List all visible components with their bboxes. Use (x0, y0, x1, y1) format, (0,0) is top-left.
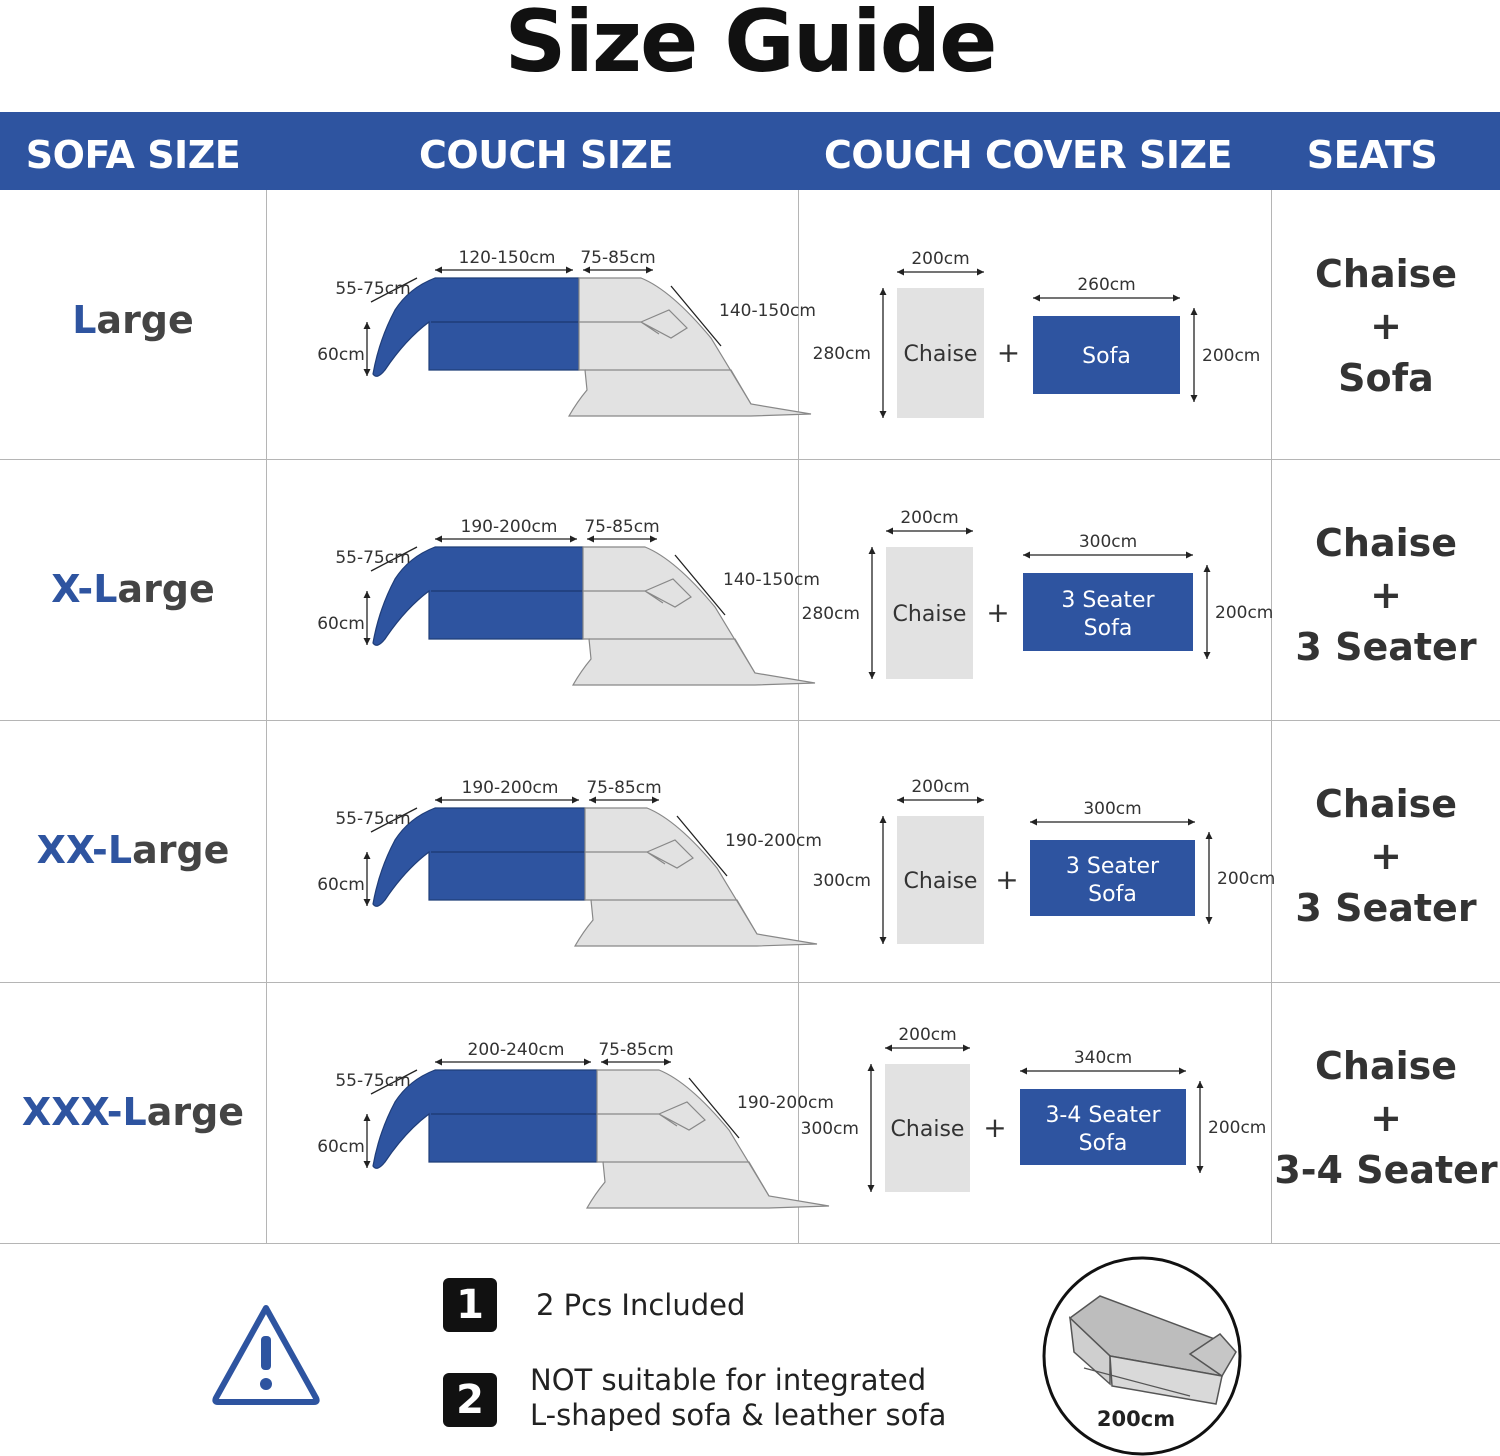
sofa-cover-label-2: Sofa (1083, 616, 1133, 641)
sofa-cover-width-label: 260cm (1077, 275, 1136, 295)
seats-cell (1272, 517, 1500, 673)
seats-plus: + (1370, 1096, 1402, 1140)
seats-line: 3-4 Seater (1274, 1148, 1498, 1192)
chaise-cover-width-label: 200cm (898, 1025, 957, 1045)
chaise-cover-shape (573, 547, 815, 685)
warning-icon (210, 1302, 322, 1406)
dim-depth-label: 75-85cm (598, 1040, 674, 1060)
cover-diagram (799, 982, 1271, 1242)
dim-chaise-label: 140-150cm (723, 570, 820, 590)
cover-diagram (799, 190, 1271, 450)
chaise-cover-height-label: 280cm (801, 604, 860, 624)
chaise-cover-shape (569, 278, 811, 416)
seats-line: Sofa (1338, 356, 1434, 400)
page-title: Size Guide (504, 0, 996, 92)
chaise-cover-shape (575, 808, 817, 946)
size-row (0, 459, 1500, 719)
dim-height-label: 60cm (317, 345, 365, 365)
dim-chaise-label: 190-200cm (725, 831, 822, 851)
size-rest: arge (146, 1090, 245, 1134)
chaise-cover-width-label: 200cm (911, 777, 970, 797)
size-initial: L (122, 1090, 147, 1134)
size-label (0, 298, 266, 342)
size-initial: L (93, 567, 118, 611)
size-row (0, 720, 1500, 980)
dim-chaise-label: 190-200cm (737, 1093, 834, 1113)
dim-width-label: 190-200cm (460, 517, 558, 537)
note-text-2-line2: L-shaped sofa & leather sofa (530, 1398, 947, 1432)
header-cover-size: COUCH COVER SIZE (823, 133, 1232, 177)
seats-line: Chaise (1315, 782, 1457, 826)
chaise-cover-label: Chaise (892, 602, 967, 627)
header-couch-size: COUCH SIZE (419, 133, 673, 177)
size-prefix: XX- (36, 828, 108, 872)
size-label (0, 828, 266, 872)
note-number-2: 2 (443, 1373, 497, 1427)
sofa-cover-height-label: 200cm (1208, 1118, 1267, 1138)
dim-chaise-label: 140-150cm (719, 301, 816, 321)
size-rest: arge (132, 828, 230, 872)
plus-sign: + (996, 336, 1021, 369)
table-header (0, 112, 1500, 190)
size-prefix: XXX- (21, 1090, 123, 1134)
sofa-cover-label-2: Sofa (1088, 882, 1137, 907)
chaise-cover-label: Chaise (890, 1117, 965, 1142)
chaise-cover-width-label: 200cm (911, 249, 970, 269)
seats-cell (1272, 248, 1500, 404)
dim-depth-label: 75-85cm (584, 517, 660, 537)
sofa-cover-height-label: 200cm (1217, 869, 1276, 889)
sofa-cover-width-label: 300cm (1083, 799, 1142, 819)
sofa-cover-label: 3 Seater (1061, 588, 1155, 613)
seats-line: Chaise (1315, 521, 1457, 565)
size-rest: arge (117, 567, 215, 611)
seats-line: Chaise (1315, 1044, 1457, 1088)
dim-depth-label: 75-85cm (580, 248, 656, 268)
note-text-1: 2 Pcs Included (536, 1288, 746, 1322)
chaise-cover-height-label: 300cm (800, 1119, 859, 1139)
cover-diagram (799, 459, 1274, 719)
chaise-cover-height-label: 300cm (812, 871, 871, 891)
dim-height-label: 60cm (317, 1137, 365, 1157)
sofa-cover-label-2: Sofa (1078, 1131, 1128, 1156)
chaise-cover-width-label: 200cm (900, 508, 959, 528)
circle-label: 200cm (1096, 1407, 1176, 1431)
note-text-2-line1: NOT suitable for integrated (530, 1363, 927, 1397)
size-label (0, 1090, 266, 1134)
dim-depth-label: 75-85cm (586, 778, 662, 798)
couch-diagram (267, 459, 820, 719)
size-row (0, 190, 1500, 450)
seats-line: 3 Seater (1295, 625, 1477, 669)
dim-height-label: 60cm (317, 614, 365, 634)
chaise-cover-label: Chaise (903, 342, 978, 367)
size-prefix: X- (51, 567, 94, 611)
seats-plus: + (1370, 304, 1402, 348)
dim-width-label: 200-240cm (467, 1040, 565, 1060)
chaise-cover-shape (587, 1070, 829, 1208)
plus-sign: + (983, 1111, 1007, 1144)
footer-notes (0, 1244, 1500, 1454)
note-number-1: 1 (443, 1278, 497, 1332)
size-initial: L (72, 298, 97, 342)
seats-cell (1272, 1040, 1500, 1196)
chaise-cover-height-label: 280cm (812, 344, 871, 364)
size-initial: L (107, 828, 133, 872)
sofa-cover-width-label: 340cm (1073, 1048, 1133, 1068)
dim-arm-label: 55-75cm (335, 279, 411, 299)
cover-diagram (799, 720, 1276, 980)
sofa-cover-width-label: 300cm (1078, 532, 1138, 552)
seats-line: 3 Seater (1295, 886, 1477, 930)
size-label (0, 567, 266, 611)
dim-arm-label: 55-75cm (335, 1071, 411, 1091)
seats-plus: + (1370, 834, 1402, 878)
dim-width-label: 120-150cm (458, 248, 556, 268)
sofa-cover-label: 3 Seater (1065, 854, 1160, 879)
seats-cell (1272, 778, 1500, 934)
sofa-cover-label: Sofa (1082, 344, 1131, 369)
couch-diagram (267, 190, 816, 450)
chaise-cover-label: Chaise (903, 869, 978, 894)
dim-arm-label: 55-75cm (335, 809, 411, 829)
sofa-cover-height-label: 200cm (1215, 603, 1274, 623)
plus-sign: + (995, 863, 1019, 896)
dim-height-label: 60cm (317, 875, 365, 895)
sofa-cover-height-label: 200cm (1202, 346, 1261, 366)
size-rest: arge (96, 298, 194, 342)
header-sofa-size: SOFA SIZE (25, 133, 241, 177)
size-row (0, 982, 1500, 1242)
plus-sign: + (986, 596, 1010, 629)
seats-plus: + (1370, 573, 1402, 617)
dim-arm-label: 55-75cm (335, 548, 411, 568)
dim-width-label: 190-200cm (461, 778, 559, 798)
seats-line: Chaise (1315, 252, 1457, 296)
sofa-cover-label: 3-4 Seater (1045, 1103, 1161, 1128)
integrated-sofa-illustration (1040, 1256, 1244, 1456)
couch-diagram (267, 720, 822, 980)
header-seats: SEATS (1306, 133, 1438, 177)
